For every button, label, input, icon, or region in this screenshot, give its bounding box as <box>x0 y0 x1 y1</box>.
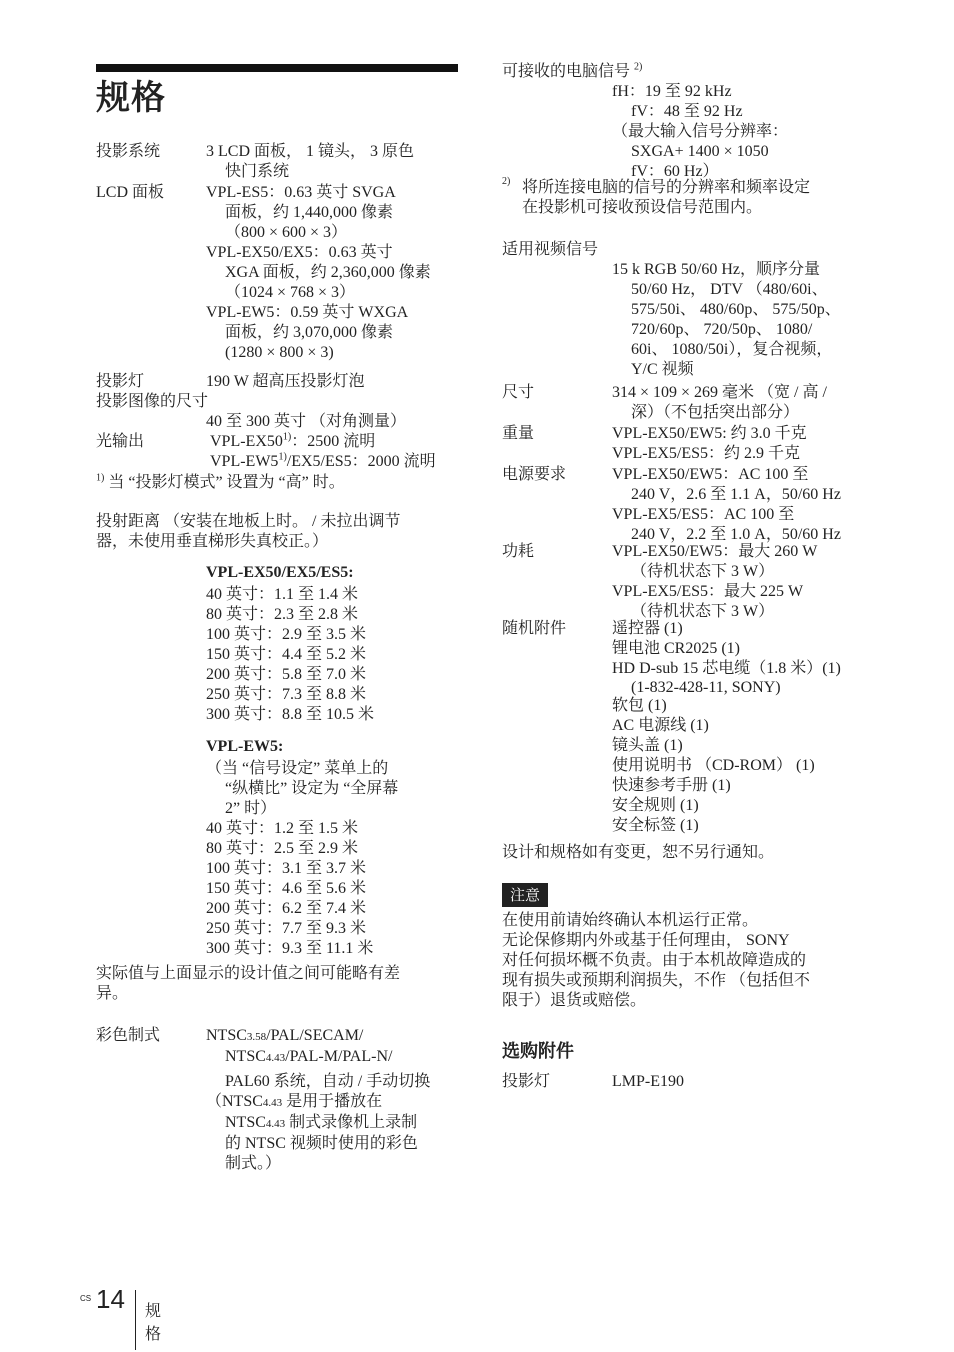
spec-value: /PAL-M/PAL-N/ <box>285 1048 393 1065</box>
throw-row: 40 英寸：1.2 至 1.5 米 <box>206 820 359 837</box>
spec-label: 投影灯 <box>502 1073 551 1090</box>
spec-value: NTSC <box>225 1048 266 1065</box>
throw-table-ew <box>96 737 461 959</box>
notice-label: 注意 <box>502 883 548 907</box>
spec-label: 投影系统 <box>96 143 161 160</box>
paragraph-line: 器，未使用垂直梯形失真校正。） <box>96 533 329 550</box>
spec-value: VPL-EX5/ES5：最大 225 W <box>612 583 804 600</box>
spec-pc-signal <box>502 62 872 182</box>
spec-value: 制式录像机上录制 <box>285 1114 418 1131</box>
spec-subscript: 4.43 <box>265 1052 286 1064</box>
spec-value: VPL-EX50/EW5：最大 260 W <box>612 543 818 560</box>
accessory-item: 锂电池 CR2025 (1) <box>612 640 741 657</box>
footnote-ref: 1) <box>278 451 287 463</box>
spec-value: fV：60 Hz） <box>631 163 719 180</box>
spec-value: 60i、 1080/50i），复合视频， <box>631 341 833 358</box>
notice-line: 限于）退货或赔偿。 <box>502 992 647 1009</box>
spec-subscript: 4.43 <box>262 1097 283 1109</box>
spec-weight <box>502 424 872 464</box>
throw-table-ex <box>96 563 461 725</box>
spec-value: 深）（不包括突出部分） <box>631 404 800 421</box>
spec-image-size <box>96 392 461 432</box>
spec-lamp <box>96 372 461 392</box>
spec-value: 是用于播放在 <box>282 1093 383 1110</box>
spec-value: /PAL/SECAM/ <box>266 1027 364 1044</box>
notice-line: 在使用前请始终确认本机运行正常。 <box>502 912 759 929</box>
spec-value: 575/50i、 480/60p、 575/50p、 <box>631 301 841 318</box>
throw-row: 250 英寸：7.7 至 9.3 米 <box>206 920 367 937</box>
accessory-item: 使用说明书 （CD-ROM） (1) <box>612 757 815 774</box>
footnote-text: 当 “投影灯模式” 设置为 “高” 时。 <box>108 474 345 491</box>
spec-value: /EX5/ES5：2000 流明 <box>286 453 436 470</box>
spec-projection-system <box>96 142 461 182</box>
section-heading: 选购附件 <box>502 1041 574 1062</box>
language-code: CS <box>80 1294 92 1303</box>
spec-label: 随机附件 <box>502 620 567 637</box>
accessory-item: 安全规则 (1) <box>612 797 699 814</box>
accessory-item: 镜头盖 (1) <box>612 737 683 754</box>
spec-value: 720/60p、 720/50p、 1080/ <box>631 321 813 338</box>
paragraph-line: 投射距离 （安装在地板上时。 / 未拉出调节 <box>96 513 401 530</box>
spec-value: 面板，约 1,440,000 像素 <box>225 204 394 221</box>
spec-label: 可接收的电脑信号 <box>502 63 631 80</box>
throw-row: 300 英寸：8.8 至 10.5 米 <box>206 706 375 723</box>
spec-label: 投影灯 <box>96 373 145 390</box>
spec-value: XGA 面板，约 2,360,000 像素 <box>225 264 431 281</box>
spec-value: 面板，约 3,070,000 像素 <box>225 324 394 341</box>
spec-subscript: 4.43 <box>265 1118 286 1130</box>
spec-label: 光输出 <box>96 433 145 450</box>
throw-row: 150 英寸：4.6 至 5.6 米 <box>206 880 367 897</box>
accessory-item: 安全标签 (1) <box>612 817 699 834</box>
model-heading: VPL-EX50/EX5/ES5: <box>206 564 354 581</box>
notice-line: 现有损失或预期利润损失，不作 （包括但不 <box>502 972 811 989</box>
throw-row: 200 英寸：6.2 至 7.4 米 <box>206 900 367 917</box>
throw-distance-intro <box>96 512 461 552</box>
spec-label: 投影图像的尺寸 <box>96 393 209 410</box>
ew-note-line: （当 “信号设定” 菜单上的 <box>206 760 389 777</box>
throw-row: 100 英寸：2.9 至 3.5 米 <box>206 626 367 643</box>
footnote-1 <box>96 473 461 493</box>
spec-value: 的 NTSC 视频时使用的彩色 <box>225 1135 418 1152</box>
footer-divider <box>135 1290 136 1350</box>
footnote-ref: 2) <box>634 61 643 73</box>
spec-value: VPL-EX50/EW5：AC 100 至 <box>612 466 809 483</box>
spec-value: 40 至 300 英寸 （对角测量） <box>206 413 407 430</box>
spec-light-output <box>96 432 461 472</box>
spec-value: 制式。） <box>225 1155 282 1172</box>
optional-accessories <box>502 1040 872 1092</box>
spec-value: （1024 × 768 × 3） <box>225 284 356 301</box>
throw-row: 40 英寸：1.1 至 1.4 米 <box>206 586 359 603</box>
notice-line: 对任何损坏概不负责。由于本机故障造成的 <box>502 952 807 969</box>
spec-color-system <box>96 1026 461 1174</box>
spec-power <box>502 465 872 545</box>
footer-section-title: 规格 <box>145 1303 162 1343</box>
spec-value: （待机状态下 3 W） <box>631 603 775 620</box>
paragraph-line: 实际值与上面显示的设计值之间可能略有差 <box>96 965 401 982</box>
spec-value: （NTSC <box>206 1093 263 1110</box>
spec-value: 190 W 超高压投影灯泡 <box>206 373 365 390</box>
footnote-text: 在投影机可接收预设信号范围内。 <box>522 199 763 216</box>
throw-row: 80 英寸：2.3 至 2.8 米 <box>206 606 359 623</box>
ew-note-line: “纵横比” 设定为 “全屏幕 <box>225 780 399 797</box>
spec-value: 快门系统 <box>225 163 290 180</box>
spec-value: NTSC <box>206 1027 247 1044</box>
accessory-item: 遥控器 (1) <box>612 620 683 637</box>
spec-value: VPL-EW5：0.59 英寸 WXGA <box>206 304 409 321</box>
spec-subscript: 3.58 <box>246 1031 267 1043</box>
spec-value: （最大输入信号分辨率： <box>612 123 789 140</box>
actual-value-note <box>96 964 461 1004</box>
page-number: 14 <box>96 1284 125 1314</box>
spec-value: VPL-ES5：0.63 英寸 SVGA <box>206 184 396 201</box>
accessory-item: (1-832-428-11, SONY) <box>631 679 781 696</box>
footnote-mark: 1) <box>96 472 105 484</box>
spec-value: 314 × 109 × 269 毫米 （宽 / 高 / <box>612 384 827 401</box>
spec-value: 50/60 Hz， DTV （480/60i、 <box>631 281 828 298</box>
spec-label: 适用视频信号 <box>502 241 599 258</box>
throw-row: 200 英寸：5.8 至 7.0 米 <box>206 666 367 683</box>
spec-value: 240 V，2.2 至 1.0 A，50/60 Hz <box>631 526 841 543</box>
model-heading: VPL-EW5: <box>206 738 284 755</box>
spec-value: SXGA+ 1400 × 1050 <box>631 143 769 160</box>
spec-value: VPL-EX50/EW5: 约 3.0 千克 <box>612 425 807 442</box>
footnote-ref: 1) <box>282 431 292 443</box>
accessory-item: AC 电源线 (1) <box>612 717 709 734</box>
spec-value: （800 × 600 × 3） <box>225 224 348 241</box>
spec-accessories <box>502 619 872 836</box>
spec-label: 重量 <box>502 425 535 442</box>
accessory-item: HD D-sub 15 芯电缆（1.8 米）(1) <box>612 660 841 677</box>
spec-label: 电源要求 <box>502 466 567 483</box>
spec-value: 15 k RGB 50/60 Hz，顺序分量 <box>612 261 821 278</box>
spec-value: VPL-EX5/ES5：约 2.9 千克 <box>612 445 801 462</box>
spec-value: VPL-EX50/EX5：0.63 英寸 <box>206 244 393 261</box>
spec-value: （待机状态下 3 W） <box>631 563 775 580</box>
accessory-item: 快速参考手册 (1) <box>612 777 731 794</box>
spec-value: (1280 × 800 × 3) <box>225 344 334 361</box>
throw-row: 80 英寸：2.5 至 2.9 米 <box>206 840 359 857</box>
spec-value: fH：19 至 92 kHz <box>612 83 732 100</box>
throw-row: 150 英寸：4.4 至 5.2 米 <box>206 646 367 663</box>
throw-row: 300 英寸：9.3 至 11.1 米 <box>206 940 374 957</box>
footnote-2: 2) 将所连接电脑的信号的分辨率和频率设定 在投影机可接收预设信号范围内。 <box>502 178 872 218</box>
spec-label: 功耗 <box>502 543 535 560</box>
spec-label: 彩色制式 <box>96 1027 161 1044</box>
spec-value: ：2500 流明 <box>291 433 376 450</box>
spec-power-consumption <box>502 542 872 622</box>
accessory-item: 软包 (1) <box>612 697 667 714</box>
spec-lcd-panel <box>96 183 461 363</box>
notice-section <box>502 883 872 1011</box>
throw-row: 250 英寸：7.3 至 8.8 米 <box>206 686 367 703</box>
footnote-text: 将所连接电脑的信号的分辨率和频率设定 <box>522 179 811 196</box>
spec-value: PAL60 系统，自动 / 手动切换 <box>225 1073 431 1090</box>
notice-line: 无论保修期内外或基于任何理由， SONY <box>502 932 790 949</box>
spec-video-signal <box>502 240 872 380</box>
spec-value: VPL-EX50 <box>210 433 283 450</box>
ew-note-line: 2” 时） <box>225 800 277 817</box>
spec-label: 尺寸 <box>502 384 535 401</box>
spec-value: NTSC <box>225 1114 266 1131</box>
spec-value: Y/C 视频 <box>631 361 694 378</box>
title-rule <box>96 64 458 72</box>
throw-row: 100 英寸：3.1 至 3.7 米 <box>206 860 367 877</box>
spec-value: VPL-EX5/ES5：AC 100 至 <box>612 506 795 523</box>
spec-label: LCD 面板 <box>96 184 165 201</box>
spec-value: fV：48 至 92 Hz <box>631 103 743 120</box>
change-notice: 设计和规格如有变更，恕不另行通知。 <box>502 844 775 861</box>
page-title: 规格 <box>96 78 166 118</box>
paragraph-line: 异。 <box>96 985 129 1002</box>
spec-value: 240 V，2.6 至 1.1 A，50/60 Hz <box>631 486 841 503</box>
spec-value: LMP-E190 <box>612 1073 684 1090</box>
spec-value: VPL-EW5 <box>210 453 279 470</box>
spec-value: 3 LCD 面板， 1 镜头， 3 原色 <box>206 143 415 160</box>
spec-dimensions <box>502 383 872 423</box>
